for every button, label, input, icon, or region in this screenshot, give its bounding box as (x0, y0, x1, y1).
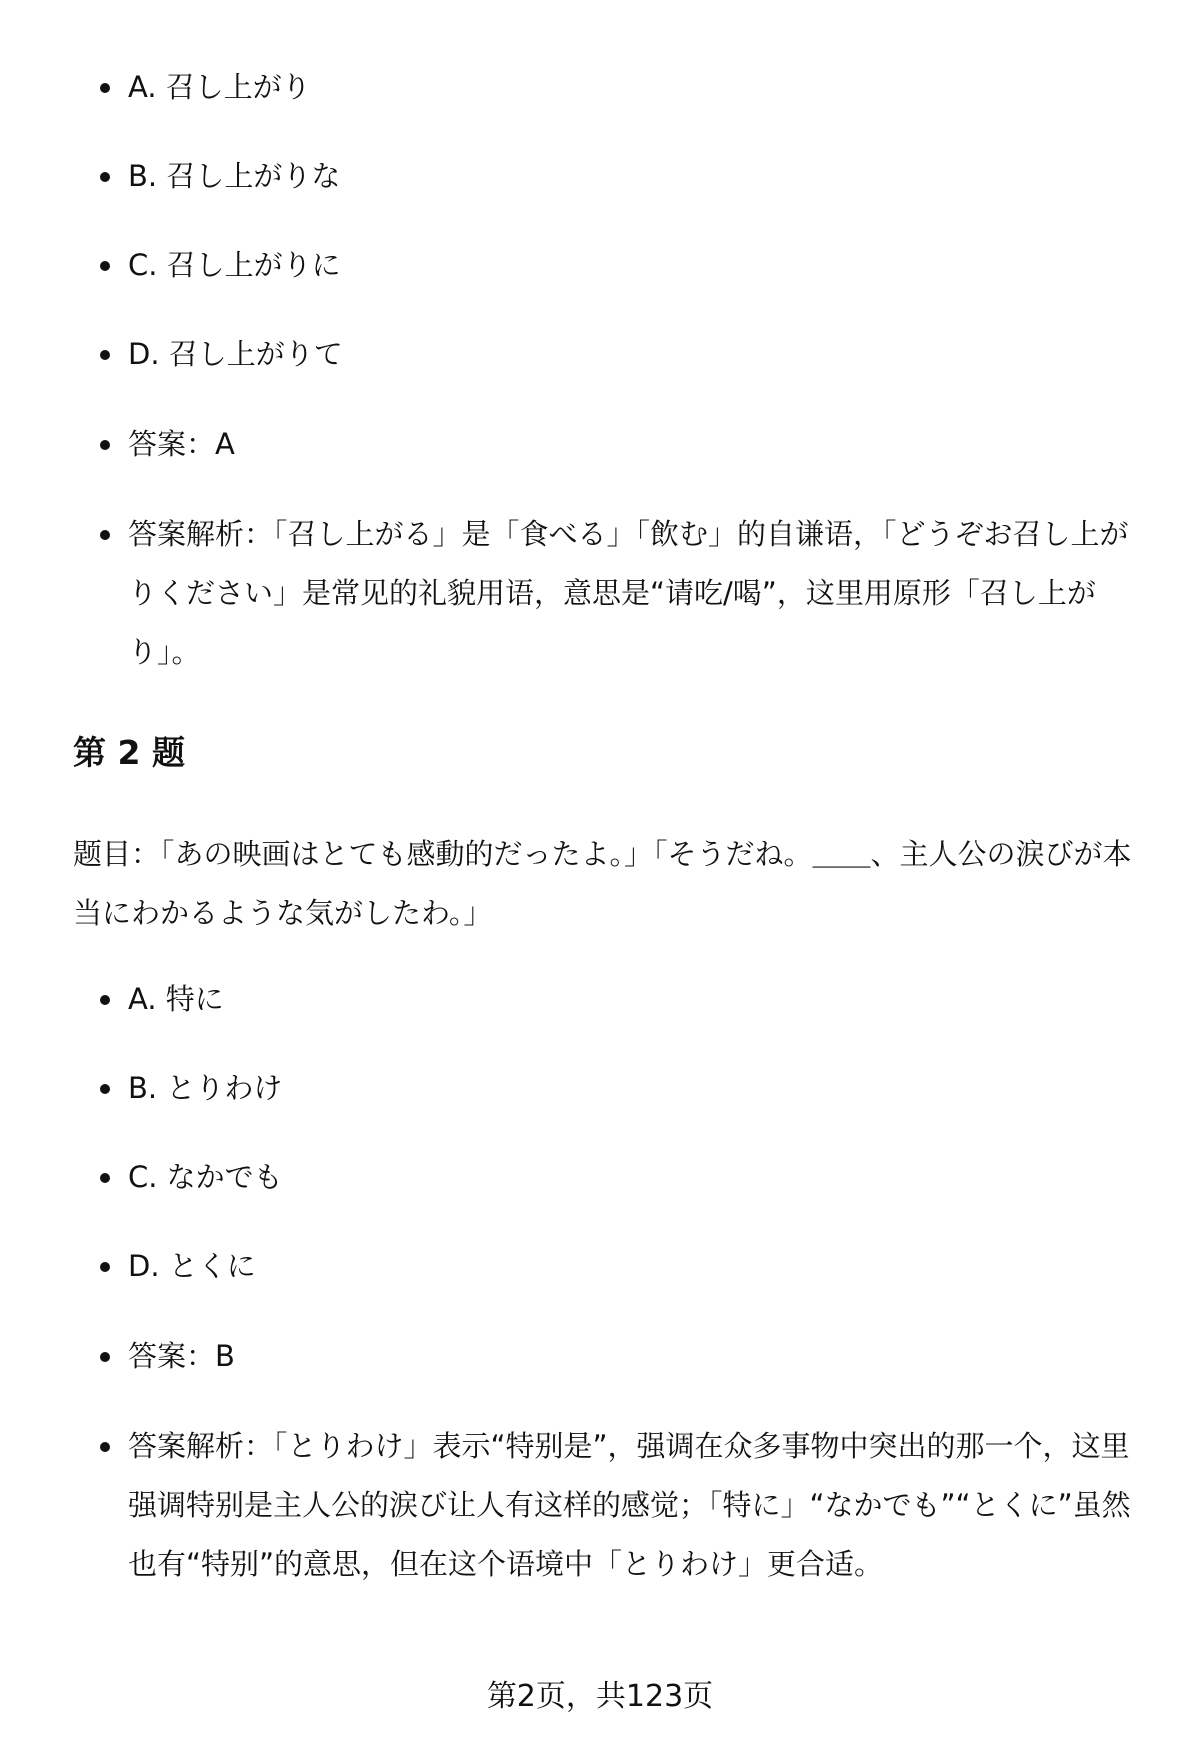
option-a: A. 特に (128, 970, 1148, 1029)
page-number: 第2页，共123页 (486, 1679, 714, 1714)
answer-analysis: 答案解析：「召し上がる」是「食べる」「飲む」的自谦语，「どうぞお召し上がりください」是常见的礼貌用语，意思是“请吃/喝”，这里用原形「召し上がり」。 (128, 505, 1148, 682)
option-b: B. とりわけ (128, 1059, 1148, 1118)
answer-analysis: 答案解析：「とりわけ」表示“特别是”，强调在众多事物中突出的那一个，这里强调特别是主人公的涙び让人有这样的感觉；「特に」“なかでも”“とくに”虽然也有“特别”的意思，但在这个语境中「とりわけ」更合适。 (128, 1417, 1148, 1594)
option-c: C. なかでも (128, 1148, 1148, 1207)
option-a: A. 召し上がり (128, 58, 1148, 117)
answer: 答案：A (128, 415, 1148, 474)
question-text: 题目：「あの映画はとても感動的だったよ。」「そうだね。＿＿、主人公の涙びが本当にわかるような気がしたわ。」 (73, 837, 1132, 930)
option-c: C. 召し上がりに (128, 236, 1148, 295)
option-d: D. 召し上がりて (128, 325, 1148, 384)
answer: 答案：B (128, 1327, 1148, 1386)
option-b: B. 召し上がりな (128, 147, 1148, 206)
question-heading: 第 2 题 (73, 733, 185, 772)
option-d: D. とくに (128, 1237, 1148, 1296)
